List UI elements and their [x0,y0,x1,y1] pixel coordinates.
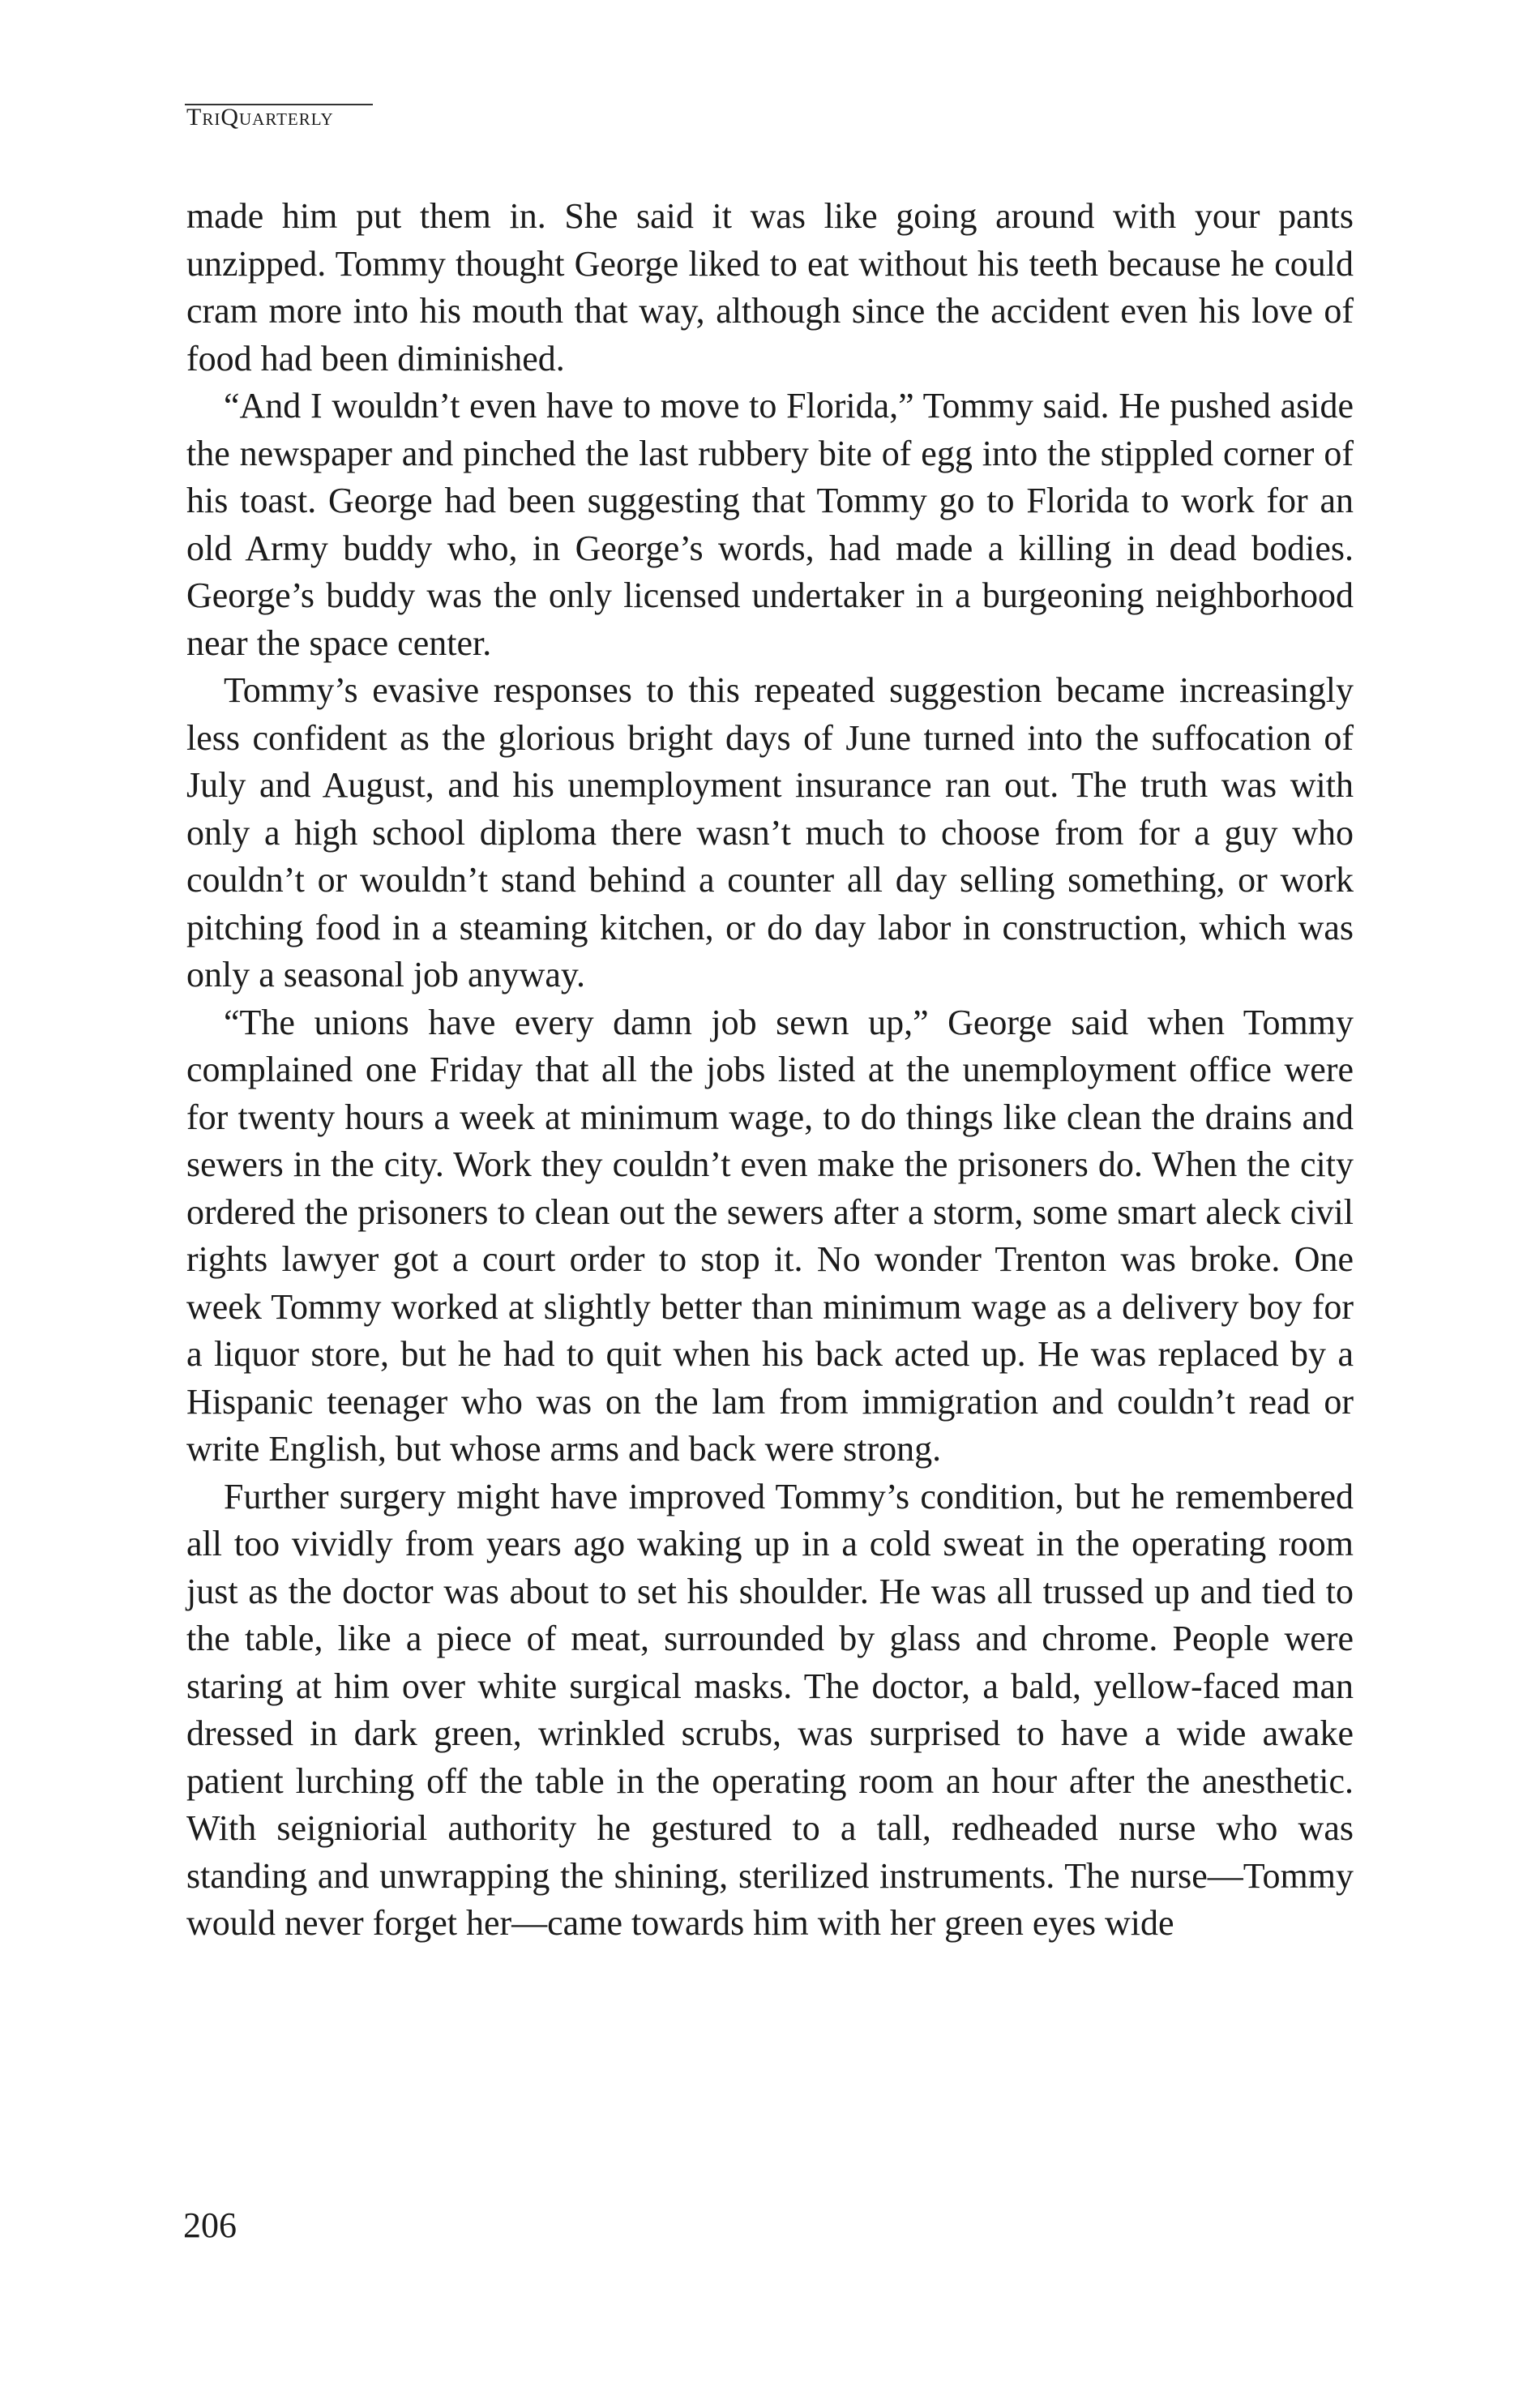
body-text [186,193,1354,1948]
paragraph: “The unions have every damn job sewn up,” George said when Tommy complained one Friday that all the jobs listed at the unemployment office were for twenty hours a week at minimum wage, to do things like clean the drains and sewers in the city. Work they couldn’t even make the prisoners do. When the city ordered the prisoners to clean out the sewers after a storm, some smart aleck civil rights lawyer got a court order to stop it. No wonder Trenton was broke. One week Tommy worked at slightly better than minimum wage as a delivery boy for a liquor store, but he had to quit when his back acted up. He was replaced by a Hispanic teenager who was on the lam from immigration and couldn’t read or write English, but whose arms and back were strong. [186,1002,1354,1469]
paragraph: Further surgery might have improved Tommy’s condition, but he remembered all too vividly from years ago waking up in a cold sweat in the operating room just as the doctor was about to set his shoulder. He was all trussed up and tied to the table, like a piece of meat, surrounded by glass and chrome. People were staring at him over white surgical masks. The doctor, a bald, yellow-faced man dressed in dark green, wrinkled scrubs, was surprised to have a wide awake patient lurching off the table in the operating room an hour after the anesthetic. With seigniorial authority he gestured to a tall, redheaded nurse who was standing and unwrapping the shining, sterilized instruments. The nurse—Tommy would never forget her—came towards him with her green eyes wide [186,1476,1354,1943]
page-number: 206 [183,2205,237,2245]
paragraph: made him put them in. She said it was like going around with your pants unzipped. Tommy thought George liked to eat without his teeth because he could cram more into his mouth that way, although since the accident even his love of food had been diminished. [186,196,1354,379]
running-head: TriQuarterly [186,104,334,130]
paragraph: “And I wouldn’t even have to move to Florida,” Tommy said. He pushed aside the newspaper and pinched the last rubbery bite of egg into the stippled corner of his toast. George had been suggesting that Tommy go to Florida to work for an old Army buddy who, in George’s words, had made a killing in dead bodies. George’s buddy was the only licensed undertaker in a burgeoning neighborhood near the space center. [186,386,1354,663]
paragraph: Tommy’s evasive responses to this repeated suggestion became increasingly less confident as the glorious bright days of June turned into the suffocation of July and August, and his unemployment insurance ran out. The truth was with only a high school diploma there wasn’t much to choose from for a guy who couldn’t or wouldn’t stand behind a counter all day selling something, or work pitching food in a steaming kitchen, or do day labor in construction, which was only a seasonal job anyway. [186,670,1354,994]
